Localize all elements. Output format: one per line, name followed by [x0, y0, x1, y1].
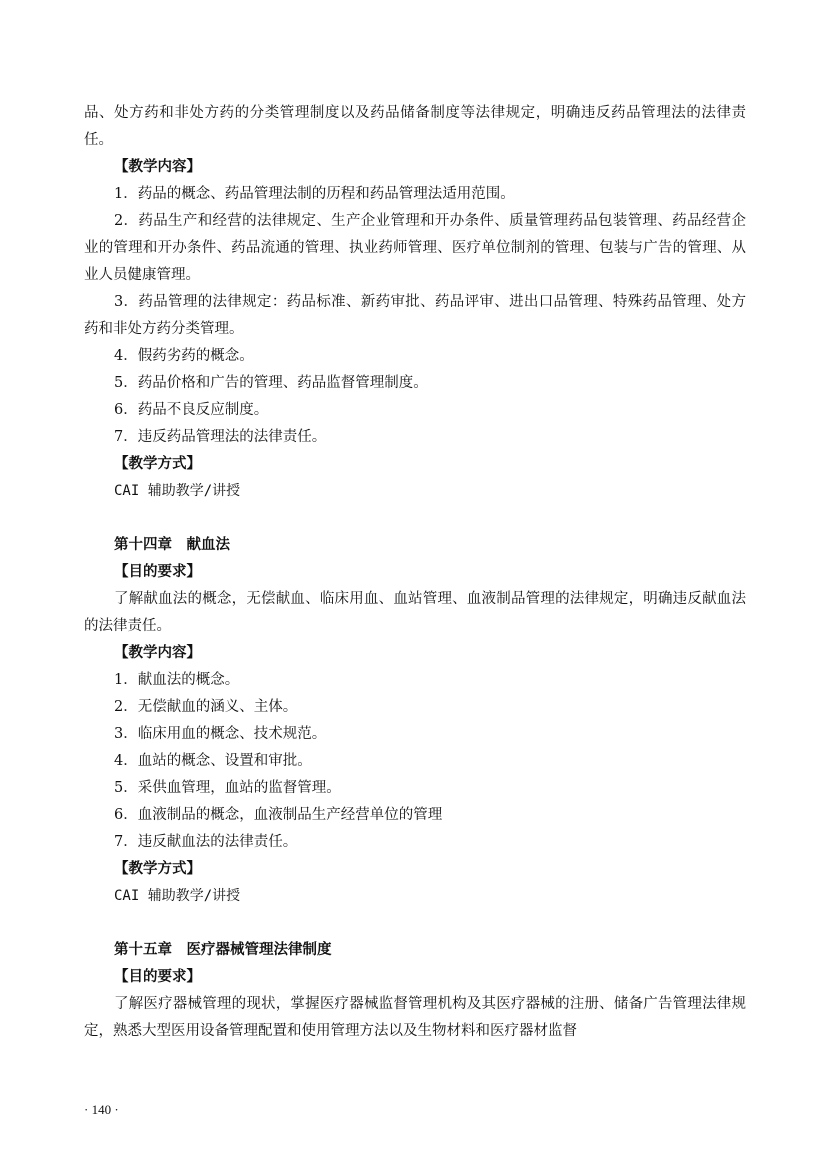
list-item: 1．献血法的概念。 [114, 672, 240, 688]
list-item: 2．药品生产和经营的法律规定、生产企业管理和开办条件、质量管理药品包装管理、药品经营企业的管理和开办条件、药品流通的管理、执业药师管理、医疗单位制剂的管理、包装与广告的管理、从业人员健康管理。 [84, 213, 746, 283]
list-item: 3．临床用血的概念、技术规范。 [114, 726, 327, 742]
list-item: 4．假药劣药的概念。 [114, 348, 254, 364]
aim-paragraph: 了解献血法的概念，无偿献血、临床用血、血站管理、血液制品管理的法律规定，明确违反献血法的法律责任。 [84, 591, 746, 634]
aim-heading: 【目的要求】 [114, 969, 201, 985]
teaching-content-heading: 【教学内容】 [114, 645, 201, 661]
list-item: 2．无偿献血的涵义、主体。 [114, 699, 298, 715]
list-item: 5．药品价格和广告的管理、药品监督管理制度。 [114, 375, 428, 391]
aim-paragraph: 了解医疗器械管理的现状，掌握医疗器械监督管理机构及其医疗器械的注册、储备广告管理法律规定，熟悉大型医用设备管理配置和使用管理方法以及生物材料和医疗器材监督 [84, 996, 746, 1039]
list-item: 3．药品管理的法律规定：药品标准、新药审批、药品评审、进出口品管理、特殊药品管理、处方药和非处方药分类管理。 [84, 294, 746, 337]
list-item: 4．血站的概念、设置和审批。 [114, 753, 312, 769]
section-intro-paragraph: 品、处方药和非处方药的分类管理制度以及药品储备制度等法律规定，明确违反药品管理法的法律责任。 [84, 105, 746, 148]
teaching-content-heading: 【教学内容】 [114, 159, 201, 175]
page-number: · 140 · [84, 1102, 119, 1117]
list-item: 7．违反献血法的法律责任。 [114, 834, 298, 850]
list-item: 6．药品不良反应制度。 [114, 402, 269, 418]
teaching-method-heading: 【教学方式】 [114, 861, 201, 877]
teaching-method-heading: 【教学方式】 [114, 456, 201, 472]
teaching-method-text: CAI 辅助教学/讲授 [114, 483, 241, 499]
page-body [84, 100, 746, 1045]
list-item: 5．采供血管理，血站的监督管理。 [114, 780, 341, 796]
chapter-15-title: 第十五章 医疗器械管理法律制度 [114, 942, 332, 958]
list-item: 6．血液制品的概念，血液制品生产经营单位的管理 [114, 807, 443, 823]
aim-heading: 【目的要求】 [114, 564, 201, 580]
teaching-method-text: CAI 辅助教学/讲授 [114, 888, 241, 904]
list-item: 7．违反药品管理法的法律责任。 [114, 429, 327, 445]
chapter-14-title: 第十四章 献血法 [114, 537, 230, 553]
list-item: 1．药品的概念、药品管理法制的历程和药品管理法适用范围。 [114, 186, 515, 202]
